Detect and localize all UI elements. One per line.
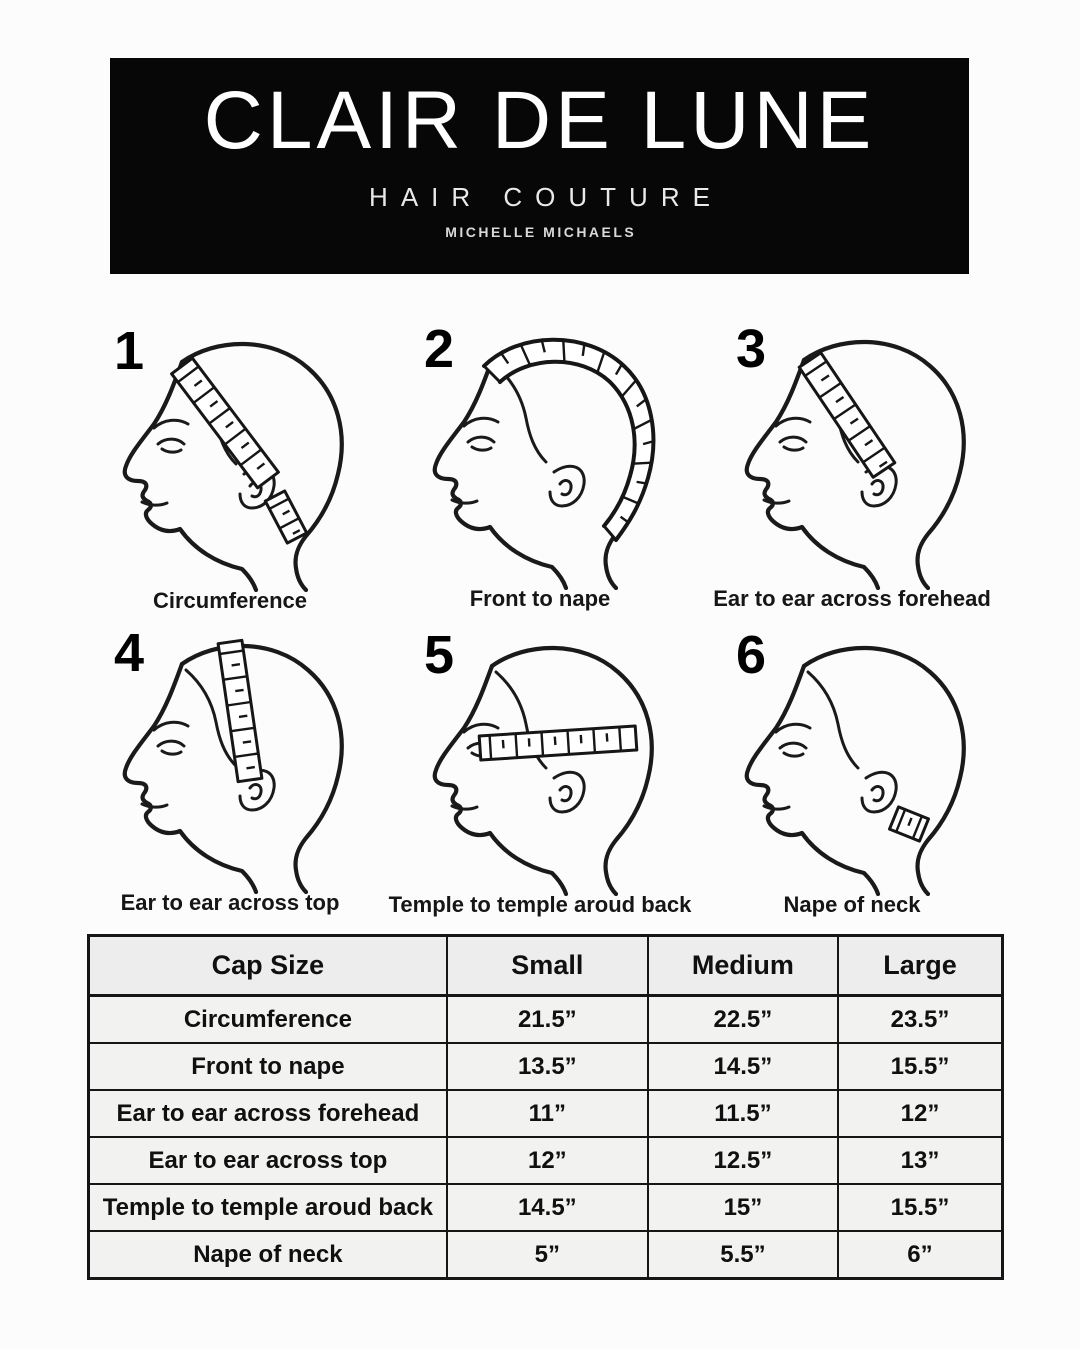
cell-value: 23.5” bbox=[838, 996, 1003, 1044]
diagram-number: 5 bbox=[424, 625, 455, 685]
row-label: Circumference bbox=[89, 996, 447, 1044]
measure-diagram-ear-to-ear-forehead bbox=[700, 316, 1004, 618]
brand-banner bbox=[110, 58, 969, 274]
cell-value: 14.5” bbox=[447, 1184, 648, 1231]
table-row bbox=[89, 1043, 1003, 1090]
table-row bbox=[89, 996, 1003, 1044]
cell-value: 12.5” bbox=[648, 1137, 838, 1184]
col-header-medium: Medium bbox=[648, 936, 838, 996]
cap-size-table-body bbox=[89, 996, 1003, 1279]
table-row bbox=[89, 1090, 1003, 1137]
measure-diagram-ear-to-ear-top bbox=[78, 620, 382, 922]
col-header-small: Small bbox=[447, 936, 648, 996]
cell-value: 22.5” bbox=[648, 996, 838, 1044]
diagram-caption: Front to nape bbox=[469, 586, 611, 611]
measure-diagram-temple-to-temple bbox=[388, 622, 692, 924]
cell-value: 15.5” bbox=[838, 1184, 1003, 1231]
cell-value: 13” bbox=[838, 1137, 1003, 1184]
row-label: Ear to ear across top bbox=[89, 1137, 447, 1184]
table-row bbox=[89, 1231, 1003, 1279]
table-row bbox=[89, 1184, 1003, 1231]
diagram-number: 1 bbox=[114, 321, 145, 381]
col-header-cap-size: Cap Size bbox=[89, 936, 447, 996]
cell-value: 12” bbox=[447, 1137, 648, 1184]
diagram-caption: Temple to temple aroud back bbox=[388, 892, 692, 917]
measure-diagram-circumference bbox=[78, 318, 382, 620]
cell-value: 21.5” bbox=[447, 996, 648, 1044]
cap-size-table bbox=[87, 934, 1004, 1280]
diagram-caption: Ear to ear across top bbox=[120, 890, 340, 915]
diagram-number: 3 bbox=[736, 319, 767, 379]
diagram-number: 4 bbox=[114, 623, 145, 683]
col-header-large: Large bbox=[838, 936, 1003, 996]
cell-value: 13.5” bbox=[447, 1043, 648, 1090]
row-label: Temple to temple aroud back bbox=[89, 1184, 447, 1231]
diagram-number: 2 bbox=[424, 319, 455, 379]
row-label: Front to nape bbox=[89, 1043, 447, 1090]
cell-value: 14.5” bbox=[648, 1043, 838, 1090]
cell-value: 5.5” bbox=[648, 1231, 838, 1279]
cell-value: 11.5” bbox=[648, 1090, 838, 1137]
brand-byline: MICHELLE MICHAELS bbox=[445, 224, 637, 240]
cell-value: 12” bbox=[838, 1090, 1003, 1137]
measure-diagram-front-to-nape bbox=[388, 316, 692, 618]
brand-subtitle: HAIR COUTURE bbox=[369, 182, 723, 212]
cell-value: 11” bbox=[447, 1090, 648, 1137]
row-label: Ear to ear across forehead bbox=[89, 1090, 447, 1137]
row-label: Nape of neck bbox=[89, 1231, 447, 1279]
table-row bbox=[89, 1137, 1003, 1184]
diagram-number: 6 bbox=[736, 625, 767, 685]
cell-value: 6” bbox=[838, 1231, 1003, 1279]
diagram-caption: Nape of neck bbox=[783, 892, 921, 917]
measure-diagram-nape bbox=[700, 622, 1004, 924]
cell-value: 5” bbox=[447, 1231, 648, 1279]
diagram-caption: Circumference bbox=[152, 588, 308, 613]
diagram-caption: Ear to ear across forehead bbox=[713, 586, 991, 611]
table-header-row bbox=[89, 936, 1003, 996]
cell-value: 15” bbox=[648, 1184, 838, 1231]
brand-title: CLAIR DE LUNE bbox=[203, 75, 876, 166]
cell-value: 15.5” bbox=[838, 1043, 1003, 1090]
